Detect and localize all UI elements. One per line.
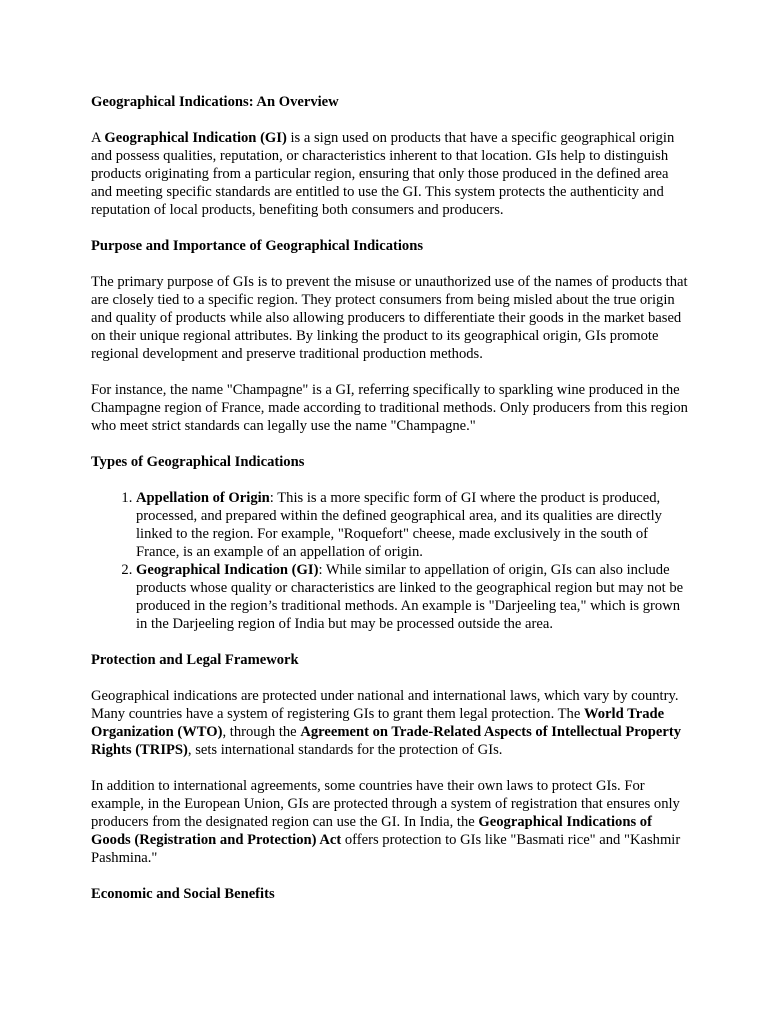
document-page [91, 93, 691, 921]
benefits-heading: Economic and Social Benefits [91, 886, 275, 902]
purpose-paragraph-2: For instance, the name "Champagne" is a GI, referring specifically to sparkling wine produced in the Champagne region of France, made according to traditional methods. Only producers from this region who meet strict standards can legally use the name "Champagne." [91, 382, 688, 434]
protection-paragraph-2 [91, 777, 691, 867]
types-heading: Types of Geographical Indications [91, 454, 305, 470]
protection-text-5: offers protection to GIs like "Basmati rice" and "Kashmir Pashmina." [91, 832, 681, 866]
list-item-text: : This is a more specific form of GI where the product is produced, processed, and prepared within the defined geographical area, and its qualities are directly linked to the region. For example, "Roquefort" cheese, made exclusively in the south of France, is an example of an appellation of origin. [136, 490, 662, 560]
list-item [136, 489, 691, 561]
protection-text-4: In addition to international agreements, some countries have their own laws to protect GIs. For example, in the European Union, GIs are protected through a system of registration that ensures only producers from the designated region can use the GI. In India, the [91, 778, 680, 830]
intro-text-2: is a sign used on products that have a specific geographical origin and possess qualities, reputation, or characteristics inherent to that location. GIs help to distinguish products originating from a particular region, ensuring that only those produced in the defined area and meeting specific standards are entitled to use the GI. This system protects the authenticity and reputation of local products, benefiting both consumers and producers. [91, 130, 675, 218]
protection-text-2: , through the [222, 724, 301, 740]
protection-term-trips: Agreement on Trade-Related Aspects of Intellectual Property Rights (TRIPS) [91, 724, 682, 758]
types-list [91, 489, 691, 633]
purpose-heading: Purpose and Importance of Geographical Indications [91, 238, 424, 254]
list-item [136, 561, 691, 633]
purpose-paragraph-1: The primary purpose of GIs is to prevent the misuse or unauthorized use of the names of products that are closely tied to a specific region. They protect consumers from being misled about the true origin and quality of products while also allowing producers to differentiate their goods in the market based on their unique regional attributes. By linking the product to its geographical origin, GIs promote regional development and preserve traditional production methods. [91, 274, 688, 362]
protection-term-gi-act: Geographical Indications of Goods (Registration and Protection) Act [91, 814, 652, 848]
intro-term-gi: Geographical Indication (GI) [104, 130, 287, 146]
list-item-term: Geographical Indication (GI) [136, 562, 319, 578]
list-item-text: : While similar to appellation of origin, GIs can also include products whose quality or characteristics are linked to the geographical region but may not be produced in the region’s traditional methods. An example is "Darjeeling tea," which is grown in the Darjeeling region of India but may be processed outside the area. [136, 562, 684, 632]
protection-heading: Protection and Legal Framework [91, 652, 299, 668]
protection-text-3: , sets international standards for the protection of GIs. [187, 742, 503, 758]
intro-text-1: A [91, 130, 105, 146]
intro-paragraph [91, 129, 691, 219]
protection-term-wto: World Trade Organization (WTO) [91, 706, 665, 740]
list-item-term: Appellation of Origin [136, 490, 270, 506]
document-title: Geographical Indications: An Overview [91, 94, 339, 110]
protection-paragraph-1 [91, 687, 691, 759]
protection-text-1: Geographical indications are protected under national and international laws, which vary by country. Many countries have a system of registering GIs to grant them legal protection. The [91, 688, 679, 722]
